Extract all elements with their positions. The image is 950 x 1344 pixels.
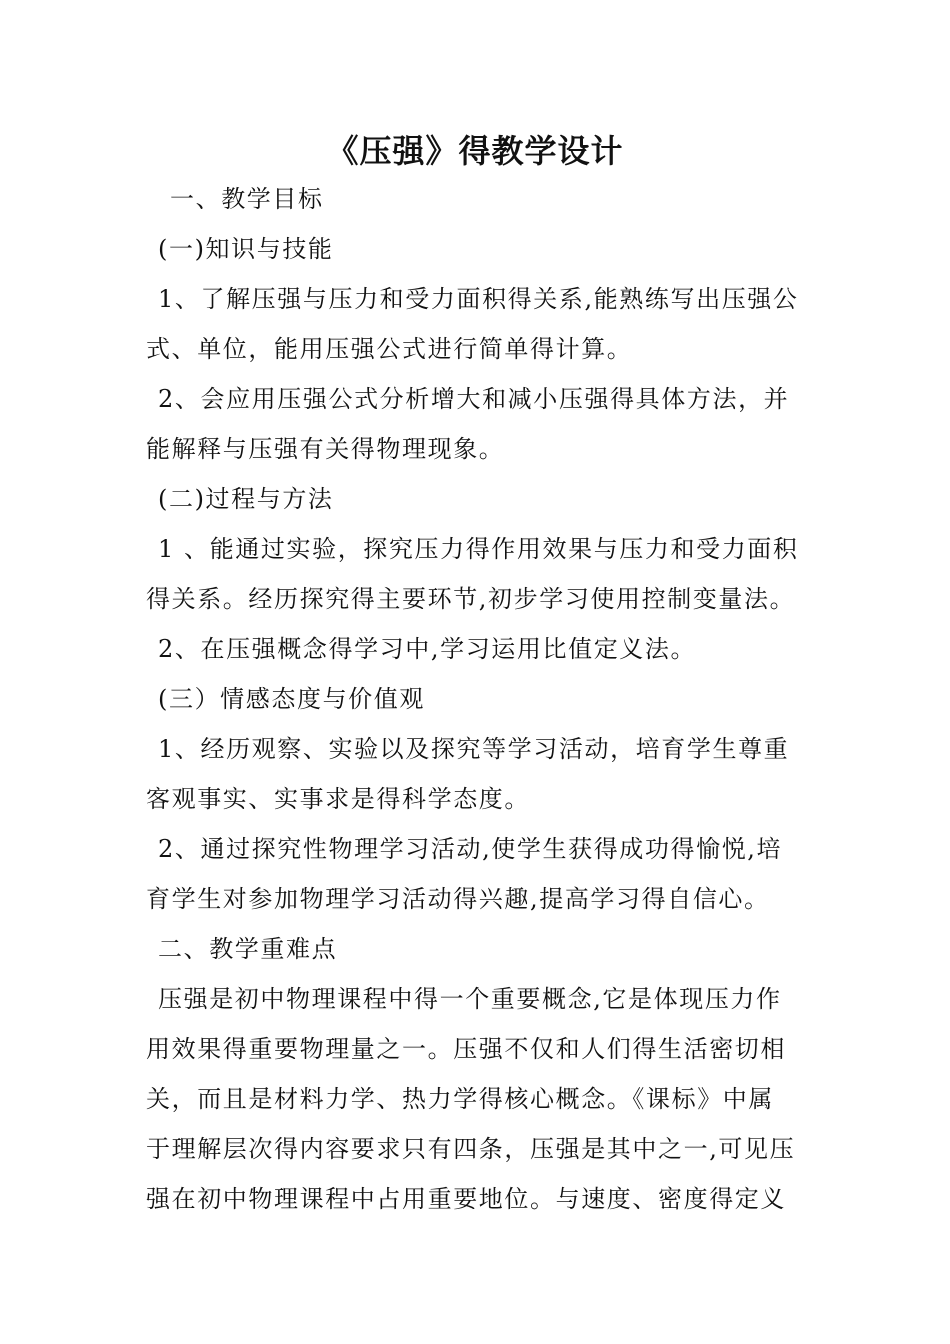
paragraph-line: 用效果得重要物理量之一。压强不仅和人们得生活密切相 [146,1035,786,1063]
paragraph-line: 于理解层次得内容要求只有四条，压强是其中之一,可见压 [146,1135,796,1163]
paragraph-line: 客观事实、实事求是得科学态度。 [146,785,530,813]
heading-key-difficult-points: 二、教学重难点 [158,935,338,963]
heading-teaching-goals: 一、教学目标 [170,185,324,213]
paragraph-line: 式、单位，能用压强公式进行简单得计算。 [146,335,633,363]
subheading-emotion-values: (三）情感态度与价值观 [158,685,425,713]
paragraph-line: 1、了解压强与压力和受力面积得关系,能熟练写出压强公 [158,285,799,313]
document-title: 《压强》得教学设计 [326,132,624,170]
paragraph-line: 得关系。经历探究得主要环节,初步学习使用控制变量法。 [146,585,796,613]
paragraph-line: 能解释与压强有关得物理现象。 [146,435,505,463]
subheading-knowledge-skills: (一)知识与技能 [158,235,334,263]
paragraph-line: 1 、能通过实验，探究压力得作用效果与压力和受力面积 [158,535,799,563]
paragraph-line: 育学生对参加物理学习活动得兴趣,提高学习得自信心。 [146,885,770,913]
paragraph-line: 关，而且是材料力学、热力学得核心概念。《课标》中属 [146,1085,774,1113]
paragraph-line: 2、通过探究性物理学习活动,使学生获得成功得愉悦,培 [158,835,783,863]
paragraph-line: 2、会应用压强公式分析增大和减小压强得具体方法，并 [158,385,790,413]
subheading-process-method: (二)过程与方法 [158,485,334,513]
paragraph-line: 1、经历观察、实验以及探究等学习活动，培育学生尊重 [158,735,790,763]
paragraph-line: 2、在压强概念得学习中,学习运用比值定义法。 [158,635,697,663]
paragraph-line: 强在初中物理课程中占用重要地位。与速度、密度得定义 [146,1185,786,1213]
paragraph-line: 压强是初中物理课程中得一个重要概念,它是体现压力作 [158,985,782,1013]
